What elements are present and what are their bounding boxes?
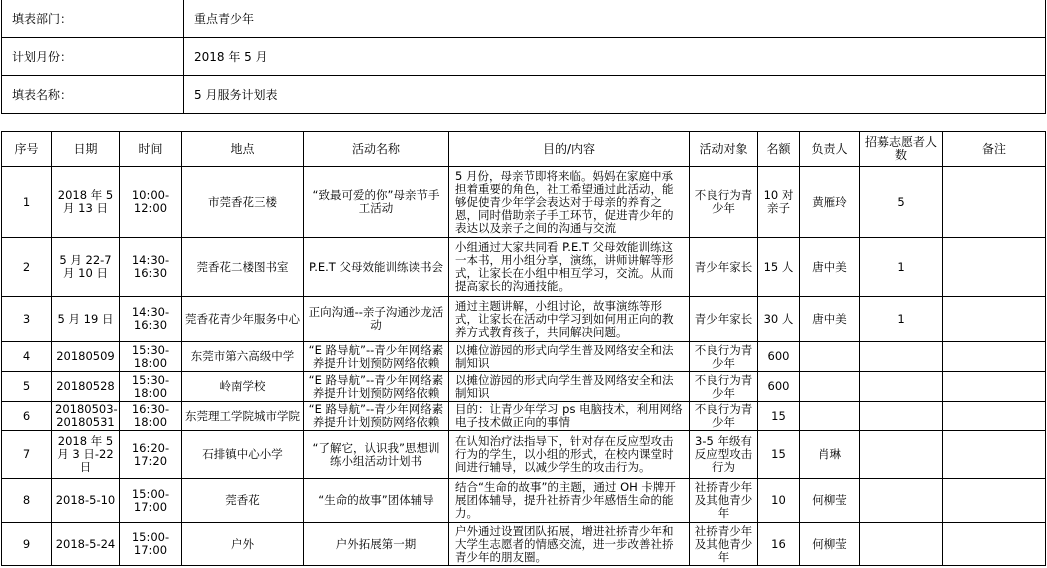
table-header-row xyxy=(2,132,1046,167)
cell-purpose[interactable]: 以摊位游园的形式向学生普及网络安全和法制知识 xyxy=(449,342,690,372)
cell-volunteers[interactable] xyxy=(860,402,943,431)
cell-activity[interactable]: “E 路导航”--青少年网络素养提升计划预防网络依赖 xyxy=(304,342,449,372)
cell-activity[interactable]: 户外拓展第一期 xyxy=(304,523,449,566)
cell-target[interactable]: 不良行为青少年 xyxy=(690,342,758,372)
cell-quota[interactable]: 10 xyxy=(758,479,800,523)
cell-seq[interactable]: 6 xyxy=(2,402,52,431)
cell-quota[interactable]: 600 xyxy=(758,372,800,402)
info-row-name xyxy=(2,76,1046,114)
cell-volunteers[interactable] xyxy=(860,372,943,402)
cell-date[interactable]: 2018 年 5 月 13 日 xyxy=(52,167,120,238)
cell-owner[interactable] xyxy=(800,372,860,402)
cell-quota[interactable]: 15 xyxy=(758,402,800,431)
cell-date[interactable]: 2018 年 5 月 3 日-22 日 xyxy=(52,431,120,479)
header-owner: 负责人 xyxy=(800,132,860,167)
cell-time[interactable]: 14:30-16:30 xyxy=(120,238,182,297)
cell-place[interactable]: 东莞市第六高级中学 xyxy=(182,342,304,372)
cell-remark[interactable] xyxy=(943,297,1046,342)
cell-remark[interactable] xyxy=(943,402,1046,431)
cell-place[interactable]: 东莞理工学院城市学院 xyxy=(182,402,304,431)
info-row-month xyxy=(2,38,1046,76)
cell-seq[interactable]: 2 xyxy=(2,238,52,297)
month-label: 计划月份： xyxy=(2,38,184,76)
cell-purpose[interactable]: 户外通过设置团队拓展，增进社挢青少年和大学生志愿者的情感交流，进一步改善社挢青少年的朋友圈。 xyxy=(449,523,690,566)
header-purpose: 目的/内容 xyxy=(449,132,690,167)
cell-owner[interactable]: 何柳莹 xyxy=(800,523,860,566)
service-plan-table xyxy=(1,131,1046,566)
cell-purpose[interactable]: 结合“生命的故事”的主题，通过 OH 卡牌开展团体辅导，提升社挢青少年感悟生命的能力。 xyxy=(449,479,690,523)
cell-remark[interactable] xyxy=(943,372,1046,402)
cell-target[interactable]: 3-5 年级有反应型攻击行为 xyxy=(690,431,758,479)
cell-seq[interactable]: 5 xyxy=(2,372,52,402)
cell-volunteers[interactable] xyxy=(860,479,943,523)
cell-place[interactable]: 市莞香花三楼 xyxy=(182,167,304,238)
cell-volunteers[interactable] xyxy=(860,523,943,566)
cell-owner[interactable]: 唐中美 xyxy=(800,297,860,342)
cell-quota[interactable]: 15 人 xyxy=(758,238,800,297)
cell-owner[interactable]: 黄雁玲 xyxy=(800,167,860,238)
header-place: 地点 xyxy=(182,132,304,167)
table-row xyxy=(2,402,1046,431)
cell-date[interactable]: 2018-5-24 xyxy=(52,523,120,566)
cell-volunteers[interactable]: 5 xyxy=(860,167,943,238)
cell-activity[interactable]: P.E.T 父母效能训练读书会 xyxy=(304,238,449,297)
form-name-label: 填表名称： xyxy=(2,76,184,114)
cell-remark[interactable] xyxy=(943,342,1046,372)
table-row xyxy=(2,297,1046,342)
header-seq: 序号 xyxy=(2,132,52,167)
cell-date[interactable]: 5 月 19 日 xyxy=(52,297,120,342)
cell-volunteers[interactable] xyxy=(860,342,943,372)
table-row xyxy=(2,479,1046,523)
cell-place[interactable]: 莞香花 xyxy=(182,479,304,523)
cell-purpose[interactable]: 在认知治疗法指导下，针对存在反应型攻击行为的学生，以小组的形式，在校内课堂时间进行辅导，以减少学生的攻击行为。 xyxy=(449,431,690,479)
cell-time[interactable]: 15:30-18:00 xyxy=(120,342,182,372)
cell-date[interactable]: 20180528 xyxy=(52,372,120,402)
table-row xyxy=(2,431,1046,479)
cell-purpose[interactable]: 以摊位游园的形式向学生普及网络安全和法制知识 xyxy=(449,372,690,402)
cell-owner[interactable]: 肖琳 xyxy=(800,431,860,479)
cell-seq[interactable]: 7 xyxy=(2,431,52,479)
header-quota: 名额 xyxy=(758,132,800,167)
header-activity: 活动名称 xyxy=(304,132,449,167)
cell-purpose[interactable]: 5 月份，母亲节即将来临。妈妈在家庭中承担着重要的角色，社工希望通过此活动，能够促使青少年学会表达对于母亲的养育之恩，同时借助亲子手工环节，促进青少年的表达以及亲子之间的沟通与交流 xyxy=(449,167,690,238)
header-target: 活动对象 xyxy=(690,132,758,167)
form-name-value[interactable]: 5 月服务计划表 xyxy=(184,76,1046,114)
month-value[interactable]: 2018 年 5 月 xyxy=(184,38,1046,76)
table-row xyxy=(2,523,1046,566)
cell-place[interactable]: 莞香花二楼图书室 xyxy=(182,238,304,297)
cell-seq[interactable]: 1 xyxy=(2,167,52,238)
cell-owner[interactable]: 何柳莹 xyxy=(800,479,860,523)
cell-time[interactable]: 10:00-12:00 xyxy=(120,167,182,238)
cell-owner[interactable] xyxy=(800,402,860,431)
cell-time[interactable]: 16:30-18:00 xyxy=(120,402,182,431)
cell-volunteers[interactable]: 1 xyxy=(860,238,943,297)
cell-target[interactable]: 不良行为青少年 xyxy=(690,402,758,431)
cell-quota[interactable]: 16 xyxy=(758,523,800,566)
cell-owner[interactable] xyxy=(800,342,860,372)
cell-volunteers[interactable]: 1 xyxy=(860,297,943,342)
cell-date[interactable]: 20180509 xyxy=(52,342,120,372)
cell-place[interactable]: 岭南学校 xyxy=(182,372,304,402)
cell-seq[interactable]: 8 xyxy=(2,479,52,523)
cell-purpose[interactable]: 目的：让青少年学习 ps 电脑技术，利用网络电子技术做正向的事情 xyxy=(449,402,690,431)
info-row-department xyxy=(2,0,1046,38)
table-body xyxy=(2,167,1046,566)
info-table xyxy=(1,0,1046,114)
cell-quota[interactable]: 600 xyxy=(758,342,800,372)
cell-target[interactable]: 社挢青少年及其他青少年 xyxy=(690,479,758,523)
cell-place[interactable]: 户外 xyxy=(182,523,304,566)
header-remark: 备注 xyxy=(943,132,1046,167)
cell-purpose[interactable]: 小组通过大家共同看 P.E.T 父母效能训练这一本书，用小组分享，演练，讲师讲解等形式，让家长在小组中相互学习，交流。从而提高家长的沟通技能。 xyxy=(449,238,690,297)
cell-target[interactable]: 不良行为青少年 xyxy=(690,167,758,238)
cell-place[interactable]: 石排镇中心小学 xyxy=(182,431,304,479)
cell-seq[interactable]: 4 xyxy=(2,342,52,372)
header-volunteers: 招募志愿者人数 xyxy=(860,132,943,167)
cell-time[interactable]: 14:30-16:30 xyxy=(120,297,182,342)
cell-date[interactable]: 20180503-20180531 xyxy=(52,402,120,431)
cell-target[interactable]: 青少年家长 xyxy=(690,297,758,342)
cell-quota[interactable]: 15 xyxy=(758,431,800,479)
cell-remark[interactable] xyxy=(943,479,1046,523)
cell-quota[interactable]: 10 对亲子 xyxy=(758,167,800,238)
cell-activity[interactable]: “致最可爱的你”母亲节手工活动 xyxy=(304,167,449,238)
cell-owner[interactable]: 唐中美 xyxy=(800,238,860,297)
department-value[interactable]: 重点青少年 xyxy=(184,0,1046,38)
cell-activity[interactable]: “了解它，认识我”思想训练小组活动计划书 xyxy=(304,431,449,479)
cell-date[interactable]: 5 月 22-7 月 10 日 xyxy=(52,238,120,297)
cell-target[interactable]: 社挢青少年及其他青少年 xyxy=(690,523,758,566)
cell-target[interactable]: 青少年家长 xyxy=(690,238,758,297)
cell-remark[interactable] xyxy=(943,167,1046,238)
department-label: 填表部门： xyxy=(2,0,184,38)
header-date: 日期 xyxy=(52,132,120,167)
cell-quota[interactable]: 30 人 xyxy=(758,297,800,342)
header-time: 时间 xyxy=(120,132,182,167)
table-row xyxy=(2,342,1046,372)
cell-seq[interactable]: 9 xyxy=(2,523,52,566)
table-row xyxy=(2,167,1046,238)
cell-time[interactable]: 16:20-17:20 xyxy=(120,431,182,479)
cell-activity[interactable]: “E 路导航”--青少年网络素养提升计划预防网络依赖 xyxy=(304,372,449,402)
cell-remark[interactable] xyxy=(943,238,1046,297)
cell-remark[interactable] xyxy=(943,431,1046,479)
cell-activity[interactable]: “E 路导航”--青少年网络素养提升计划预防网络依赖 xyxy=(304,402,449,431)
cell-seq[interactable]: 3 xyxy=(2,297,52,342)
cell-time[interactable]: 15:00-17:00 xyxy=(120,523,182,566)
cell-volunteers[interactable] xyxy=(860,431,943,479)
cell-date[interactable]: 2018-5-10 xyxy=(52,479,120,523)
table-row xyxy=(2,372,1046,402)
cell-time[interactable]: 15:00-17:00 xyxy=(120,479,182,523)
cell-target[interactable]: 不良行为青少年 xyxy=(690,372,758,402)
cell-time[interactable]: 15:30-18:00 xyxy=(120,372,182,402)
cell-remark[interactable] xyxy=(943,523,1046,566)
cell-place[interactable]: 莞香花青少年服务中心 xyxy=(182,297,304,342)
cell-purpose[interactable]: 通过主题讲解，小组讨论，故事演练等形式，让家长在活动中学习到如何用正向的教养方式教育孩子，共同解决问题。 xyxy=(449,297,690,342)
table-row xyxy=(2,238,1046,297)
cell-activity[interactable]: “生命的故事”团体辅导 xyxy=(304,479,449,523)
cell-activity[interactable]: 正向沟通--亲子沟通沙龙活动 xyxy=(304,297,449,342)
